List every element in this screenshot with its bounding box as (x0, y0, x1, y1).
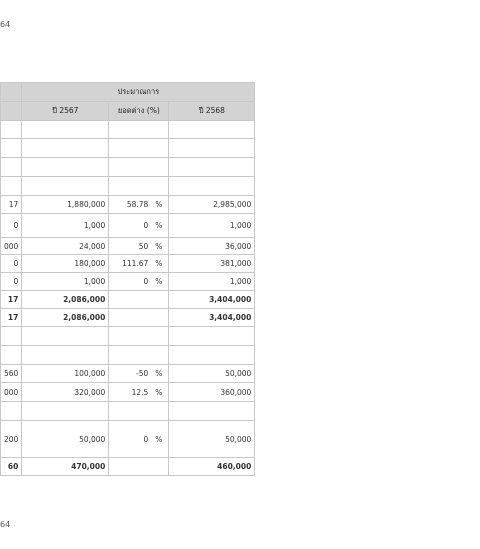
cell-prev: 17 (1, 291, 22, 309)
page-number-top: 64 (0, 20, 11, 29)
cell-2567 (22, 177, 109, 196)
cell-difference (109, 383, 169, 402)
percent-sign: % (155, 387, 163, 397)
cell-difference (109, 121, 169, 139)
header-year-2568: ปี 2568 (169, 102, 255, 121)
cell-prev: 60 (1, 458, 22, 476)
cell-prev: 200 (1, 421, 22, 458)
table-row (1, 421, 255, 458)
cell-2568: 381,000 (169, 255, 255, 273)
cell-2568 (169, 158, 255, 177)
table-row (1, 214, 255, 238)
cell-2567: 180,000 (22, 255, 109, 273)
table-row (1, 346, 255, 365)
difference-value: 0 (143, 434, 149, 444)
difference-value: 0 (143, 277, 149, 286)
cell-difference (109, 327, 169, 346)
cell-2568 (169, 177, 255, 196)
cell-prev (1, 346, 22, 365)
table-row (1, 255, 255, 273)
cell-difference (109, 346, 169, 365)
difference-value: 111.67 (122, 259, 149, 268)
cell-prev: 0 (1, 273, 22, 291)
cell-2567 (22, 121, 109, 139)
cell-2567: 1,000 (22, 273, 109, 291)
cell-prev (1, 139, 22, 158)
cell-2567: 50,000 (22, 421, 109, 458)
header-prev-col (1, 102, 22, 121)
cell-2568: 2,985,000 (169, 196, 255, 214)
cell-difference (109, 238, 169, 255)
percent-sign: % (155, 221, 163, 230)
table-row (1, 365, 255, 383)
table-row (1, 158, 255, 177)
difference-value: 58.78 (126, 200, 149, 209)
table-row (1, 458, 255, 476)
cell-2568: 1,000 (169, 273, 255, 291)
cell-prev (1, 121, 22, 139)
cell-2568: 50,000 (169, 421, 255, 458)
cell-prev (1, 158, 22, 177)
table-row (1, 177, 255, 196)
cell-2567: 24,000 (22, 238, 109, 255)
table-group-header-row (1, 83, 255, 102)
page-number-bottom: 64 (0, 520, 11, 529)
cell-2568: 360,000 (169, 383, 255, 402)
difference-value: 50 (138, 241, 149, 251)
percent-sign: % (155, 259, 163, 268)
table-row (1, 139, 255, 158)
header-difference: ยอดต่าง (%) (109, 102, 169, 121)
cell-difference (109, 365, 169, 383)
percent-sign: % (155, 369, 163, 378)
cell-prev: 560 (1, 365, 22, 383)
cell-difference (109, 158, 169, 177)
cell-prev: 17 (1, 196, 22, 214)
cell-prev (1, 402, 22, 421)
cell-difference (109, 458, 169, 476)
cell-2568: 460,000 (169, 458, 255, 476)
cell-2567: 2,086,000 (22, 309, 109, 327)
cell-2567: 2,086,000 (22, 291, 109, 309)
difference-value: -50 (136, 369, 149, 378)
cell-2567 (22, 139, 109, 158)
cell-2567: 470,000 (22, 458, 109, 476)
cell-2568 (169, 121, 255, 139)
table-row (1, 196, 255, 214)
cell-2567 (22, 402, 109, 421)
cell-2567: 1,000 (22, 214, 109, 238)
cell-difference (109, 309, 169, 327)
table-row (1, 273, 255, 291)
difference-value: 12.5 (131, 387, 149, 397)
cell-2568: 50,000 (169, 365, 255, 383)
cell-prev: 0 (1, 214, 22, 238)
cell-2567 (22, 158, 109, 177)
table-row (1, 121, 255, 139)
cell-prev: 0 (1, 255, 22, 273)
header-year-2567: ปี 2567 (22, 102, 109, 121)
percent-sign: % (155, 434, 163, 444)
percent-sign: % (155, 277, 163, 286)
table-row (1, 309, 255, 327)
cell-2568 (169, 402, 255, 421)
cell-difference (109, 214, 169, 238)
cell-2567: 100,000 (22, 365, 109, 383)
cell-2568: 3,404,000 (169, 309, 255, 327)
table-row (1, 383, 255, 402)
difference-value: 0 (143, 221, 149, 230)
header-estimate: ประมาณการ (22, 83, 255, 102)
cell-prev (1, 327, 22, 346)
percent-sign: % (155, 241, 163, 251)
cell-2567 (22, 327, 109, 346)
cell-2568 (169, 346, 255, 365)
cell-prev (1, 177, 22, 196)
percent-sign: % (155, 200, 163, 209)
cell-difference (109, 177, 169, 196)
cell-2568: 1,000 (169, 214, 255, 238)
cell-2568 (169, 327, 255, 346)
cell-2568 (169, 139, 255, 158)
table-row (1, 402, 255, 421)
budget-table (0, 82, 255, 476)
cell-2567: 1,880,000 (22, 196, 109, 214)
cell-prev: 17 (1, 309, 22, 327)
cell-2568: 36,000 (169, 238, 255, 255)
cell-difference (109, 402, 169, 421)
header-prev-blank (1, 83, 22, 102)
cell-difference (109, 139, 169, 158)
table-row (1, 327, 255, 346)
cell-difference (109, 421, 169, 458)
table-row (1, 238, 255, 255)
cell-prev: 000 (1, 238, 22, 255)
cell-2568: 3,404,000 (169, 291, 255, 309)
cell-2567: 320,000 (22, 383, 109, 402)
cell-difference (109, 273, 169, 291)
cell-2567 (22, 346, 109, 365)
cell-prev: 000 (1, 383, 22, 402)
table-row (1, 291, 255, 309)
cell-difference (109, 255, 169, 273)
cell-difference (109, 196, 169, 214)
table-column-header-row (1, 102, 255, 121)
cell-difference (109, 291, 169, 309)
